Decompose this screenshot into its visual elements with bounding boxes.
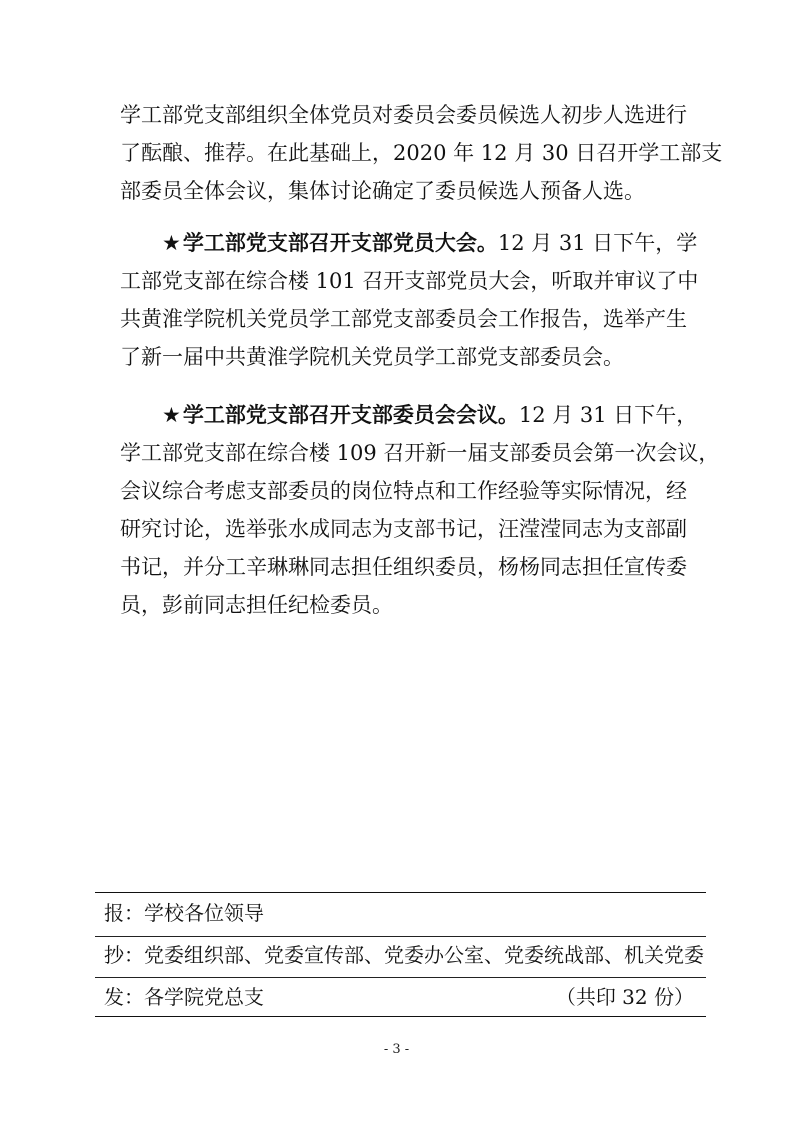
paragraph-committee-meeting bbox=[120, 396, 720, 624]
section-heading: 学工部党支部召开支部委员会会议。 bbox=[182, 403, 519, 427]
distribution-divider bbox=[95, 977, 706, 978]
distribution-divider bbox=[95, 936, 706, 937]
section-heading: 学工部党支部召开支部党员大会。 bbox=[182, 231, 498, 255]
paragraph-line: 会议综合考虑支部委员的岗位特点和工作经验等实际情况，经 bbox=[120, 479, 687, 503]
star-icon: ★ bbox=[162, 403, 181, 427]
paragraph-line: 学工部党支部组织全体党员对委员会委员候选人初步人选进行 bbox=[120, 103, 687, 127]
send-value: 各学院党总支 bbox=[144, 985, 264, 1009]
paragraph-text: 12 月 31 日下午，学 bbox=[497, 231, 698, 255]
paragraph-line: 部委员全体会议，集体讨论确定了委员候选人预备人选。 bbox=[120, 179, 645, 203]
paragraph-first-line bbox=[120, 396, 698, 434]
paragraph-line: 工部党支部在综合楼 101 召开支部党员大会，听取并审议了中 bbox=[120, 269, 699, 293]
page-number: - 3 - bbox=[383, 1042, 410, 1057]
paragraph-member-congress bbox=[120, 224, 699, 376]
star-icon: ★ bbox=[162, 231, 181, 255]
report-label: 报： bbox=[104, 901, 144, 925]
distribution-report-row bbox=[104, 898, 694, 928]
paragraph-line: 研究讨论，选举张水成同志为支部书记，汪滢滢同志为支部副 bbox=[120, 517, 687, 541]
paragraph-line: 了酝酿、推荐。在此基础上，2020 年 12 月 30 日召开学工部支 bbox=[120, 141, 723, 165]
distribution-top-rule bbox=[95, 892, 706, 893]
paragraph-text: 12 月 31 日下午， bbox=[518, 403, 698, 427]
copy-value: 党委组织部、党委宣传部、党委办公室、党委统战部、机关党委 bbox=[144, 943, 704, 967]
send-label: 发： bbox=[104, 985, 144, 1009]
paragraph-nomination bbox=[120, 96, 723, 210]
distribution-bottom-rule bbox=[95, 1016, 706, 1017]
paragraph-line: 了新一届中共黄淮学院机关党员学工部党支部委员会。 bbox=[120, 345, 624, 369]
paragraph-line: 共黄淮学院机关党员学工部党支部委员会工作报告，选举产生 bbox=[120, 307, 687, 331]
paragraph-line: 书记，并分工辛琳琳同志担任组织委员，杨杨同志担任宣传委 bbox=[120, 555, 687, 579]
copy-label: 抄： bbox=[104, 943, 144, 967]
paragraph-line: 学工部党支部在综合楼 109 召开新一届支部委员会第一次会议， bbox=[120, 441, 720, 465]
paragraph-first-line bbox=[120, 224, 698, 262]
print-count: （共印 32 份） bbox=[555, 985, 694, 1009]
distribution-copy-row bbox=[104, 940, 704, 970]
paragraph-line: 员，彭前同志担任纪检委员。 bbox=[120, 593, 393, 617]
distribution-send-row bbox=[104, 982, 694, 1012]
report-value: 学校各位领导 bbox=[144, 901, 264, 925]
